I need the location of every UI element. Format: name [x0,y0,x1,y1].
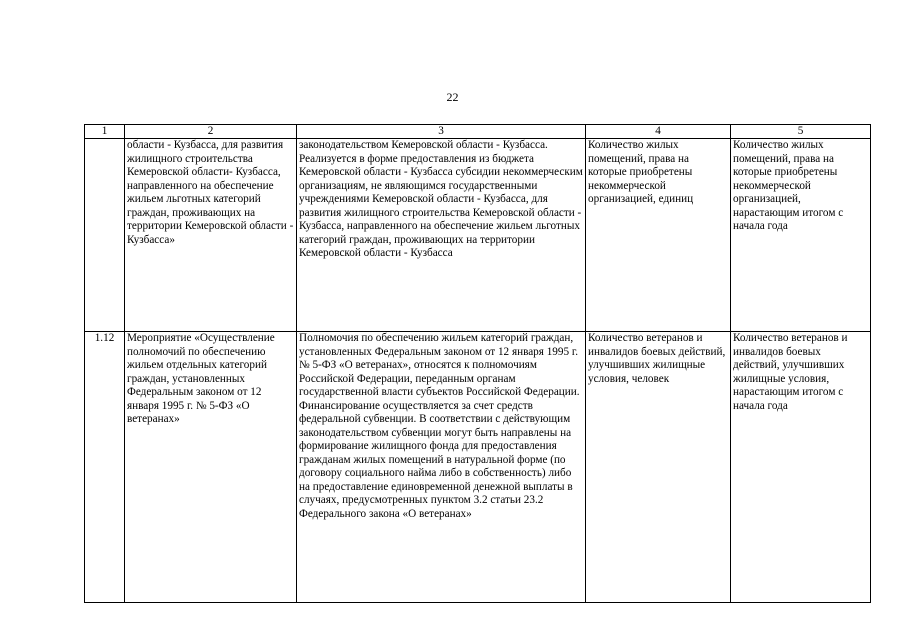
indicator-cell: Количество жилых помещений, права на которые приобретены некоммерческой организацией, единиц [586,139,731,332]
row-number-cell: 1.12 [85,332,125,603]
header-col-5: 5 [731,125,871,139]
event-description-cell: Полномочия по обеспечению жильем категорий граждан, установленных Федеральным законом от 12 января 1995 г. № 5-ФЗ «О ветеранах», относятся к полномочиям Российской Федерации, переданным органам государственной власти субъектов Российской Федерации. Финансирование осуществляется за счет средств федеральной субвенции. В соответствии с действующим законодательством субвенции могут быть направлены на формирование жилищного фонда для предоставления гражданам жилых помещений в натуральной форме (по договору социального найма либо в собственность) либо на предоставление единовременной денежной выплаты в случаях, предусмотренных пунктом 3.2 статьи 23.2 Федерального закона «О ветеранах» [297,332,586,603]
table-row [85,332,871,603]
header-col-4: 4 [586,125,731,139]
table-header-row [85,125,871,139]
event-description-cell: законодательством Кемеровской области - Кузбасса. Реализуется в форме предоставления из бюджета Кемеровской области - Кузбасса субсидии некоммерческим организациям, не являющимся государственными учреждениями Кемеровской области - Кузбасса, для развития жилищного строительства Кемеровской области - Кузбасса, направленного на обеспечение жильем льготных категорий граждан, проживающих на территории Кемеровской области - Кузбасса [297,139,586,332]
event-name-cell: Мероприятие «Осуществление полномочий по обеспечению жильем отдельных категорий граждан, установленных Федеральным законом от 12 января 1995 г. № 5-ФЗ «О ветеранах» [125,332,297,603]
indicator-cell: Количество ветеранов и инвалидов боевых действий, улучшивших жилищные условия, человек [586,332,731,603]
table-row [85,139,871,332]
header-col-2: 2 [125,125,297,139]
page-number: 22 [446,90,459,104]
row-number-cell [85,139,125,332]
event-name-cell: области - Кузбасса, для развития жилищного строительства Кемеровской области- Кузбасса, направленного на обеспечение жильем льготных категорий граждан, проживающих на территории Кемеровской области - Кузбасса» [125,139,297,332]
header-col-1: 1 [85,125,125,139]
indicator-cumulative-cell: Количество ветеранов и инвалидов боевых действий, улучшивших жилищные условия, нарастающим итогом с начала года [731,332,871,603]
measures-table [84,124,871,603]
header-col-3: 3 [297,125,586,139]
indicator-cumulative-cell: Количество жилых помещений, права на которые приобретены некоммерческой организацией, нарастающим итогом с начала года [731,139,871,332]
